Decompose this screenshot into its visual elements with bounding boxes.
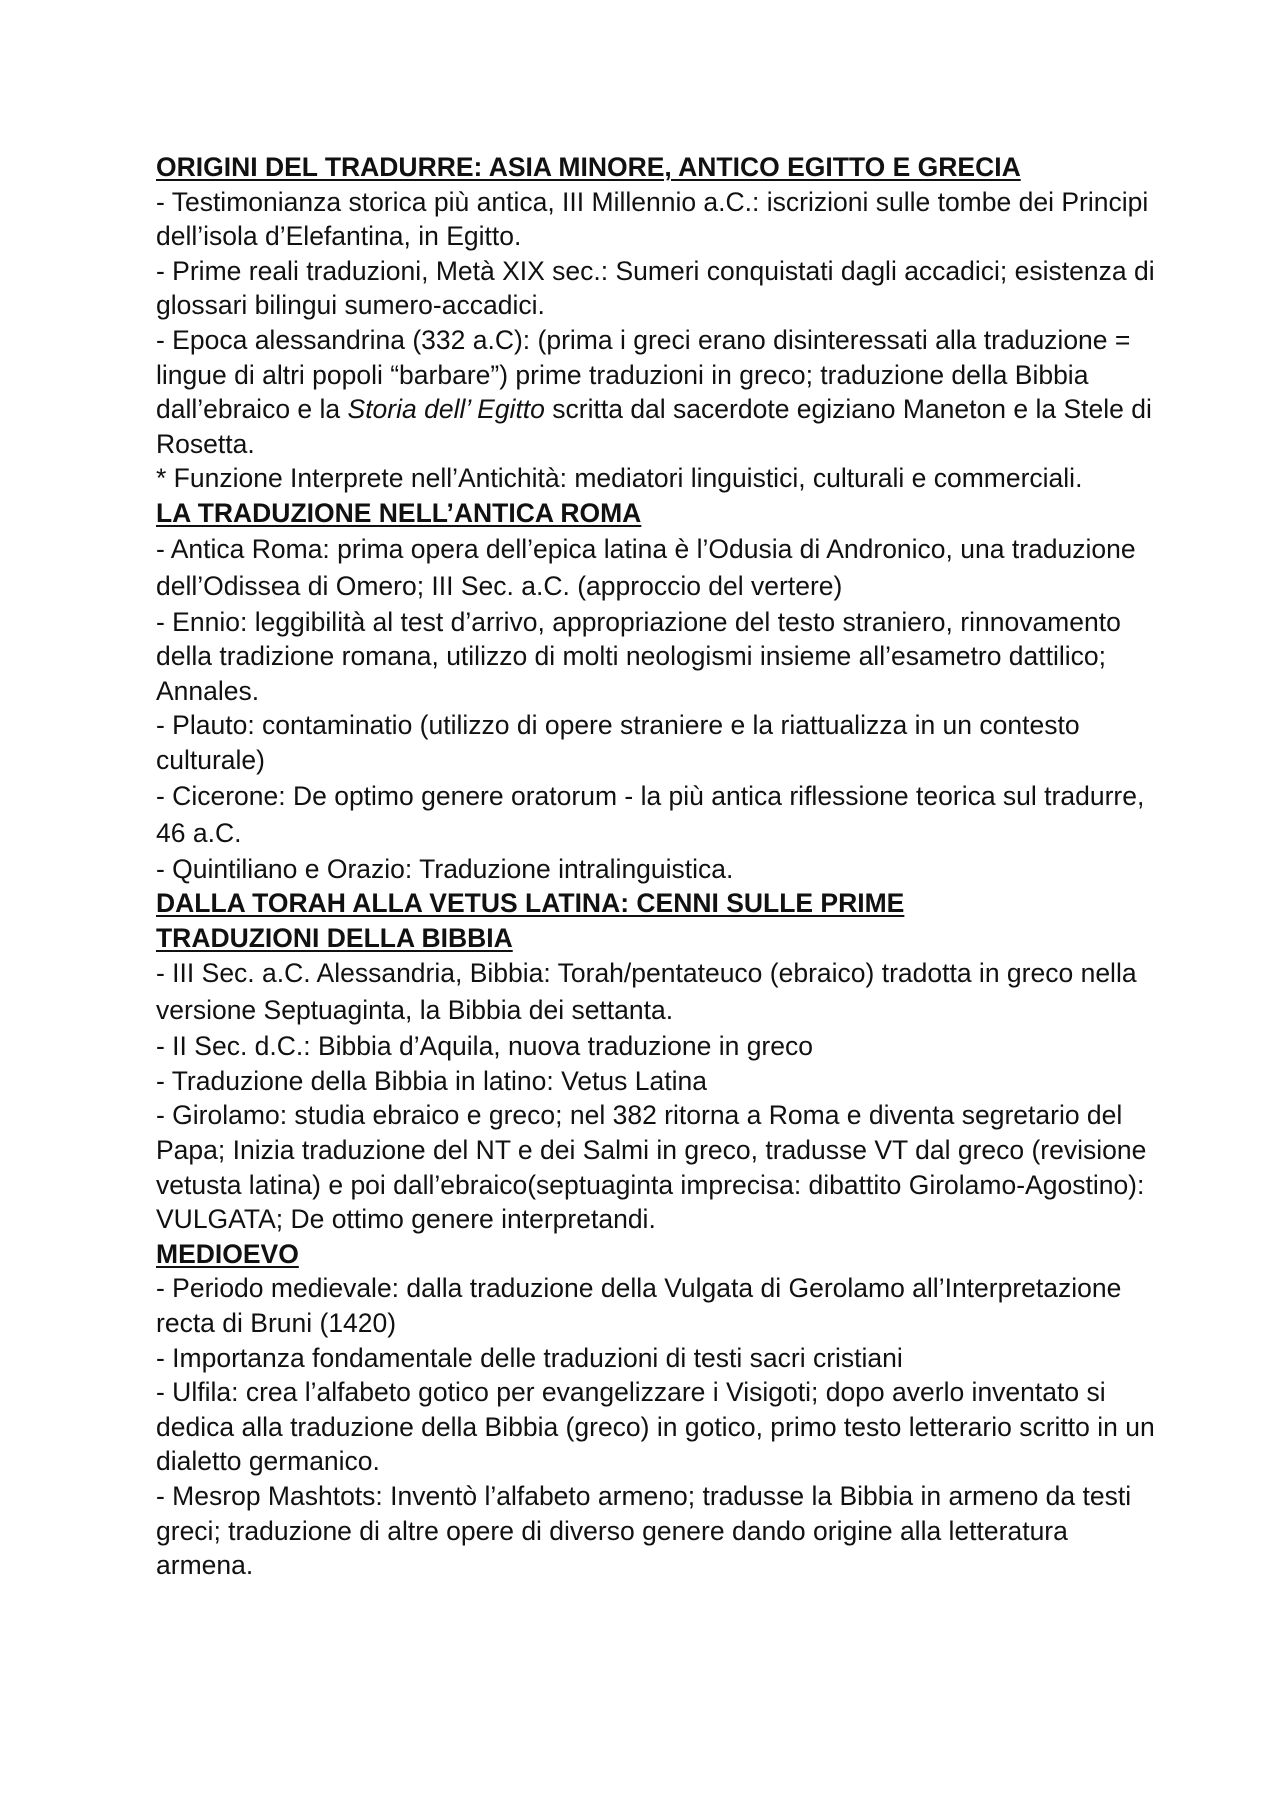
italic-title: Storia dell’ Egitto [347, 394, 545, 425]
paragraph: - Girolamo: studia ebraico e greco; nel 382 ritorna a Roma e diventa segretario del Papa; Inizia traduzione del NT e dei Salmi in greco, tradusse VT dal greco (revisione vetusta latina) e poi dall’ebraico(septuaginta imprecisa: dibattito Girolamo-Agostino): VULGATA; De ottimo genere interpretandi. [156, 1100, 1147, 1235]
paragraph: - Ulfila: crea l’alfabeto gotico per evangelizzare i Visigoti; dopo averlo inventato si dedica alla traduzione della Bibbia (greco) in gotico, primo testo letterario scritto in un dialetto germanico. [156, 1377, 1155, 1477]
paragraph: * Funzione Interprete nell’Antichità: mediatori linguistici, culturali e commerciali. [156, 463, 1083, 494]
paragraph: - II Sec. d.C.: Bibbia d’Aquila, nuova traduzione in greco [156, 1031, 813, 1062]
paragraph: - Ennio: leggibilità al test d’arrivo, appropriazione del testo straniero, rinnovamento della tradizione romana, utilizzo di molti neologismi insieme all’esametro dattilico; Annales. [156, 606, 1121, 706]
paragraph: - Quintiliano e Orazio: Traduzione intralinguistica. [156, 853, 734, 884]
paragraph [156, 323, 1156, 461]
paragraph: - Traduzione della Bibbia in latino: Vetus Latina [156, 1065, 707, 1096]
paragraph: - Antica Roma: prima opera dell’epica latina è l’Odusia di Andronico, una traduzione dell’Odissea di Omero; III Sec. a.C. (approccio del vertere) [156, 533, 1136, 601]
section-heading-origini: ORIGINI DEL TRADURRE: ASIA MINORE, ANTICO EGITTO E GRECIA [156, 152, 1021, 182]
paragraph: - Importanza fondamentale delle traduzioni di testi sacri cristiani [156, 1342, 903, 1373]
paragraph: - III Sec. a.C. Alessandria, Bibbia: Torah/pentateuco (ebraico) tradotta in greco nella versione Septuaginta, la Bibbia dei settanta. [156, 958, 1137, 1026]
text-run: scritta dal sacerdote egiziano Maneton e la Stele di Rosetta. [156, 394, 1152, 459]
section-heading-medioevo: MEDIOEVO [156, 1238, 299, 1269]
document-page [156, 150, 1156, 1583]
section-heading-bibbia-line2: TRADUZIONI DELLA BIBBIA [156, 922, 513, 953]
paragraph: - Mesrop Mashtots: Inventò l’alfabeto armeno; tradusse la Bibbia in armeno da testi greci; traduzione di altre opere di diverso genere dando origine alla letteratura armena. [156, 1481, 1132, 1581]
paragraph: - Cicerone: De optimo genere oratorum - la più antica riflessione teorica sul tradurre, 46 a.C. [156, 780, 1145, 848]
paragraph: - Prime reali traduzioni, Metà XIX sec.: Sumeri conquistati dagli accadici; esistenza di glossari bilingui sumero-accadici. [156, 255, 1155, 321]
paragraph: - Plauto: contaminatio (utilizzo di opere straniere e la riattualizza in un contesto culturale) [156, 710, 1080, 775]
paragraph: - Periodo medievale: dalla traduzione della Vulgata di Gerolamo all’Interpretazione recta di Bruni (1420) [156, 1273, 1122, 1339]
section-heading-roma: LA TRADUZIONE NELL’ANTICA ROMA [156, 497, 642, 528]
text-run: - Epoca alessandrina (332 a.C): (prima i greci erano disinteressati alla traduzione = lingue di altri popoli “barbare”) prime traduzioni in greco; traduzione della Bibbia dall’ebraico e la [156, 324, 1131, 425]
section-heading-bibbia: DALLA TORAH ALLA VETUS LATINA: CENNI SULLE PRIME [156, 888, 905, 919]
paragraph: - Testimonianza storica più antica, III Millennio a.C.: iscrizioni sulle tombe dei Principi dell’isola d’Elefantina, in Egitto. [156, 186, 1149, 252]
